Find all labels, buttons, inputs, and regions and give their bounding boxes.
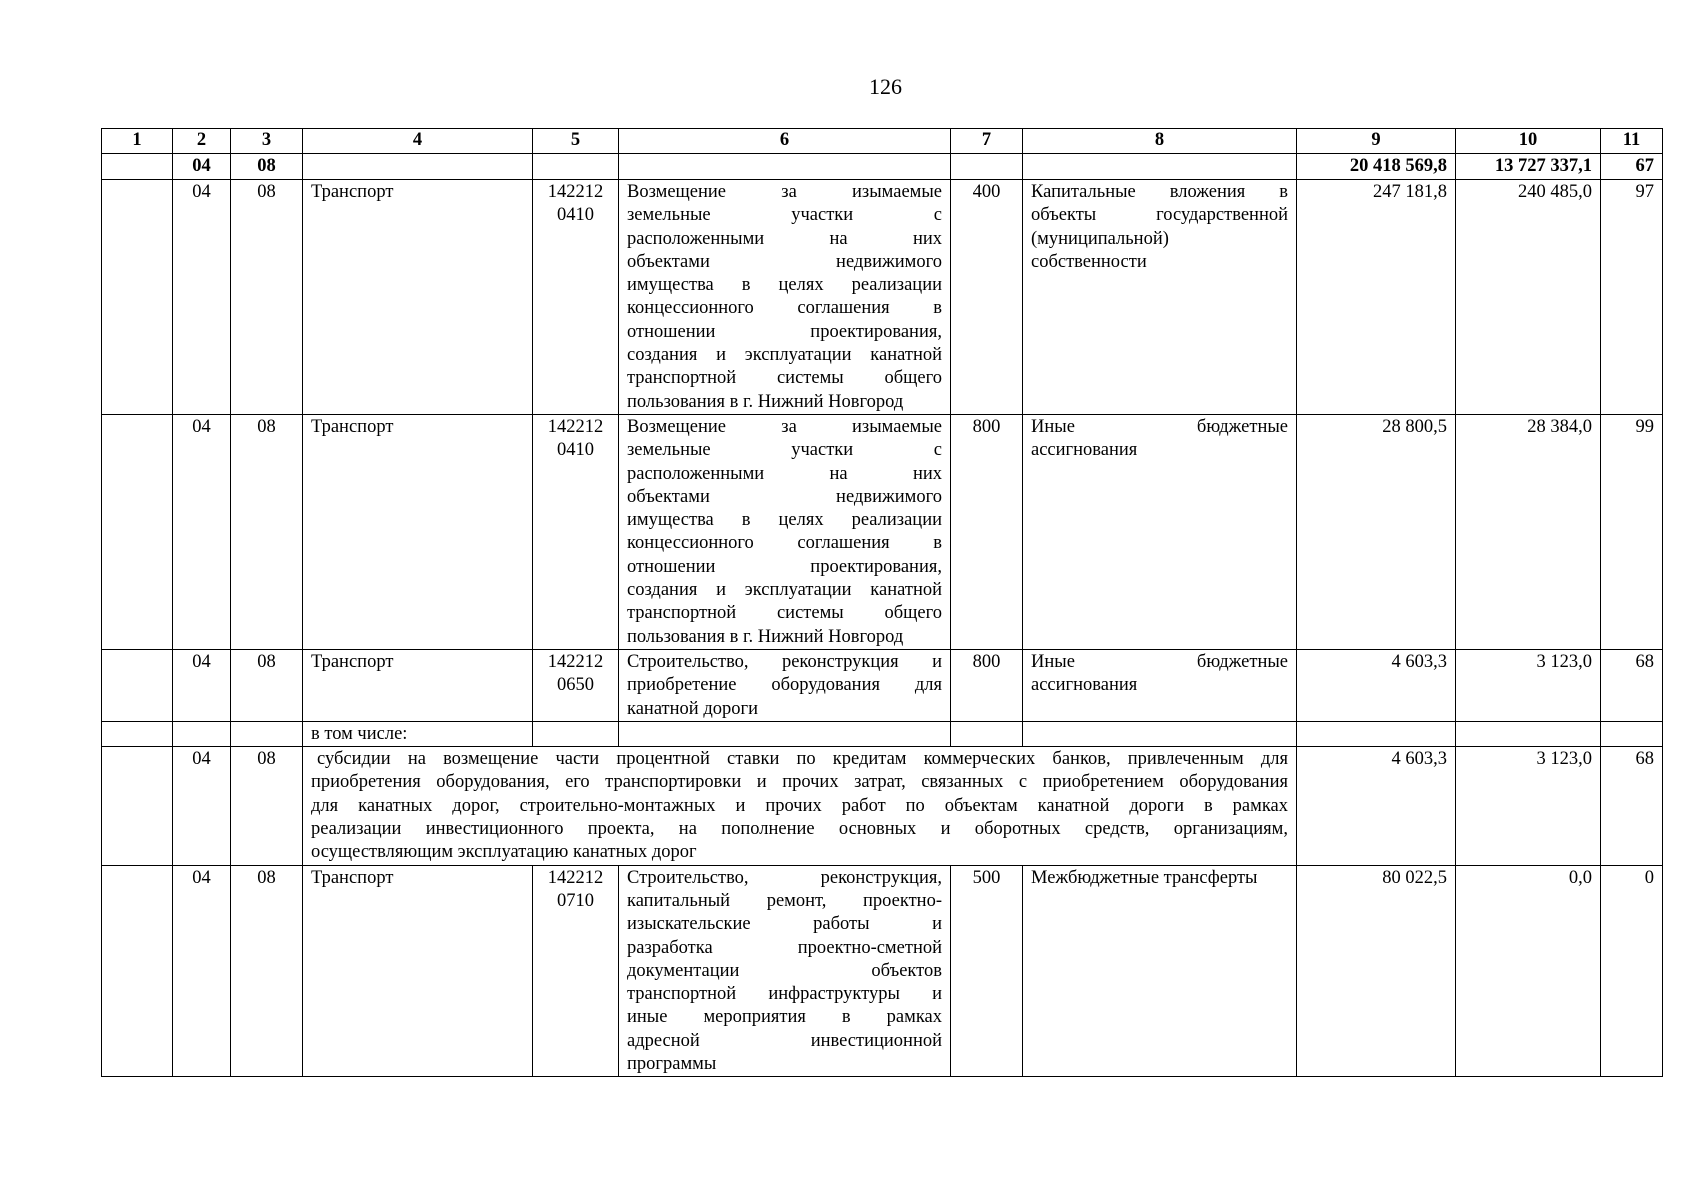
plan-value: 80 022,5 (1297, 865, 1456, 1077)
expense-description-line: адресной инвестиционной (627, 1030, 942, 1051)
percent-value: 68 (1601, 649, 1663, 721)
expense-description-line: отношении проектирования, (627, 321, 942, 342)
actual-value: 3 123,0 (1456, 747, 1601, 865)
budget-table (101, 128, 1663, 1077)
section-code: 04 (173, 865, 231, 1077)
subsidy-text-line: для канатных дорог, строительно-монтажных и прочих работ по объектам канатной дороги в рамках (311, 795, 1288, 816)
expense-description-line: Возмещение за изымаемые (627, 416, 942, 437)
expense-description-line: объектами недвижимого (627, 251, 942, 272)
empty-cell (102, 747, 173, 865)
column-number: 1 (102, 129, 173, 154)
expense-kind-name-line: Иные бюджетные (1031, 651, 1288, 672)
empty-cell (102, 865, 173, 1077)
expense-description-line: отношении проектирования, (627, 556, 942, 577)
expense-description-line: расположенными на них (627, 228, 942, 249)
expense-description-line: создания и эксплуатации канатной (627, 345, 942, 366)
empty-cell (1297, 721, 1456, 746)
column-number: 11 (1601, 129, 1663, 154)
page-number: 126 (869, 74, 902, 99)
expense-description-line: Строительство, реконструкция, (627, 867, 942, 888)
subsection-code: 08 (231, 414, 303, 649)
table-row (102, 865, 1663, 1077)
expense-kind-name (1023, 414, 1297, 649)
expense-kind-name-line: Капитальные вложения в (1031, 182, 1288, 202)
empty-cell (619, 154, 951, 180)
expense-description-line: концессионного соглашения в (627, 533, 942, 554)
including-label: в том числе: (303, 721, 533, 746)
column-number: 5 (533, 129, 619, 154)
expense-description-line: документации объектов (627, 960, 942, 981)
percent-value: 99 (1601, 414, 1663, 649)
expense-description (619, 865, 951, 1077)
empty-cell (1023, 721, 1297, 746)
column-number: 10 (1456, 129, 1601, 154)
subsection-code: 08 (231, 747, 303, 865)
expense-description-line: имущества в целях реализации (627, 510, 942, 531)
expense-description-line: программы (627, 1053, 717, 1074)
expense-kind-name-line: Межбюджетные трансферты (1031, 867, 1258, 888)
code-part: 0650 (557, 675, 594, 696)
expense-kind-code: 800 (951, 649, 1023, 721)
expense-description-line: изыскательские работы и (627, 914, 942, 935)
expense-description-line: транспортной системы общего (627, 368, 942, 389)
plan-value: 4 603,3 (1297, 649, 1456, 721)
actual-value: 3 123,0 (1456, 649, 1601, 721)
code-part: 142212 (547, 182, 604, 202)
column-number: 7 (951, 129, 1023, 154)
including-row (102, 721, 1663, 746)
expense-description-line: транспортной инфраструктуры и (627, 984, 942, 1005)
column-number: 8 (1023, 129, 1297, 154)
expense-description-line: канатной дороги (627, 698, 758, 719)
column-number-row (102, 129, 1663, 154)
column-number: 6 (619, 129, 951, 154)
empty-cell (102, 649, 173, 721)
section-code: 04 (173, 747, 231, 865)
subsidy-text-line: приобретения оборудования, его транспортировки и прочих затрат, связанных с приобретением оборудования (311, 772, 1288, 793)
expense-description-line: разработка проектно-сметной (627, 937, 942, 958)
plan-value: 28 800,5 (1297, 414, 1456, 649)
subsidy-text-line: субсидии на возмещение части процентной ставки по кредитам коммерческих банков, привлеченным для (317, 749, 1288, 770)
column-number: 2 (173, 129, 231, 154)
expense-description-line: земельные участки с (627, 440, 942, 461)
subsection-code: 08 (231, 649, 303, 721)
empty-cell (1456, 721, 1601, 746)
column-number: 4 (303, 129, 533, 154)
code-part: 0710 (557, 890, 594, 911)
section-name: Транспорт (303, 865, 533, 1077)
expense-kind-name-line: Иные бюджетные (1031, 416, 1288, 437)
expense-kind-name-line: ассигнования (1031, 675, 1138, 696)
section-code: 04 (173, 180, 231, 415)
percent-value: 0 (1601, 865, 1663, 1077)
expense-description-line: транспортной системы общего (627, 603, 942, 624)
total-plan-value: 20 418 569,8 (1297, 154, 1456, 180)
empty-cell (1023, 154, 1297, 180)
actual-value: 0,0 (1456, 865, 1601, 1077)
empty-cell (619, 721, 951, 746)
expense-description (619, 414, 951, 649)
subsection-code: 08 (231, 865, 303, 1077)
actual-value: 28 384,0 (1456, 414, 1601, 649)
section-code: 04 (173, 649, 231, 721)
expense-description-line: Возмещение за изымаемые (627, 182, 942, 202)
expense-description-line: имущества в целях реализации (627, 275, 942, 296)
expense-kind-code: 800 (951, 414, 1023, 649)
total-actual-value: 13 727 337,1 (1456, 154, 1601, 180)
code-part: 0410 (557, 440, 594, 461)
expense-description-line: Строительство, реконструкция и (627, 651, 942, 672)
column-number: 3 (231, 129, 303, 154)
total-percent: 67 (1601, 154, 1663, 180)
empty-cell (102, 180, 173, 415)
expense-kind-name-line: ассигнования (1031, 440, 1138, 461)
empty-cell (303, 154, 533, 180)
empty-cell (1601, 721, 1663, 746)
empty-cell (533, 721, 619, 746)
target-article-code (533, 180, 619, 415)
percent-value: 68 (1601, 747, 1663, 865)
expense-description-line: создания и эксплуатации канатной (627, 580, 942, 601)
code-part: 142212 (547, 651, 604, 672)
expense-description-line: приобретение оборудования для (627, 675, 942, 696)
code-part: 142212 (547, 867, 604, 888)
section-code: 04 (173, 414, 231, 649)
expense-description-line: земельные участки с (627, 205, 942, 226)
subsection-code: 08 (231, 180, 303, 415)
empty-cell (102, 721, 173, 746)
expense-description-line: объектами недвижимого (627, 486, 942, 507)
expense-kind-name-line: собственности (1031, 251, 1147, 272)
expense-kind-code: 400 (951, 180, 1023, 415)
empty-cell (951, 154, 1023, 180)
expense-description (619, 180, 951, 415)
section-name: Транспорт (303, 180, 533, 415)
empty-cell (102, 414, 173, 649)
expense-description-line: капитальный ремонт, проектно- (627, 890, 942, 911)
total-row (102, 154, 1663, 180)
percent-value: 97 (1601, 180, 1663, 415)
expense-description (619, 649, 951, 721)
table-row (102, 649, 1663, 721)
empty-cell (231, 721, 303, 746)
expense-kind-name (1023, 180, 1297, 415)
subsidy-text (303, 747, 1297, 865)
expense-description-line: пользования в г. Нижний Новгород (627, 626, 904, 647)
expense-description-line: расположенными на них (627, 463, 942, 484)
code-part: 0410 (557, 205, 594, 226)
code-part: 142212 (547, 416, 604, 437)
expense-kind-code: 500 (951, 865, 1023, 1077)
expense-description-line: пользования в г. Нижний Новгород (627, 391, 904, 412)
actual-value: 240 485,0 (1456, 180, 1601, 415)
plan-value: 4 603,3 (1297, 747, 1456, 865)
empty-cell (173, 721, 231, 746)
subsidy-row (102, 747, 1663, 865)
empty-cell (102, 154, 173, 180)
subsidy-text-line: реализации инвестиционного проекта, на пополнение основных и оборотных средств, организациям, (311, 819, 1288, 840)
expense-kind-name-line: объекты государственной (1031, 205, 1288, 226)
section-name: Транспорт (303, 414, 533, 649)
subsidy-text-line: осуществляющим эксплуатацию канатных дорог (311, 842, 697, 863)
expense-description-line: иные мероприятия в рамках (627, 1007, 942, 1028)
target-article-code (533, 414, 619, 649)
section-name: Транспорт (303, 649, 533, 721)
expense-kind-name-line: (муниципальной) (1031, 228, 1169, 249)
target-article-code (533, 649, 619, 721)
subsection-code: 08 (231, 154, 303, 180)
table-row (102, 414, 1663, 649)
column-number: 9 (1297, 129, 1456, 154)
plan-value: 247 181,8 (1297, 180, 1456, 415)
expense-kind-name (1023, 865, 1297, 1077)
table-row (102, 180, 1663, 415)
expense-kind-name (1023, 649, 1297, 721)
empty-cell (533, 154, 619, 180)
target-article-code (533, 865, 619, 1077)
empty-cell (951, 721, 1023, 746)
expense-description-line: концессионного соглашения в (627, 298, 942, 319)
section-code: 04 (173, 154, 231, 180)
